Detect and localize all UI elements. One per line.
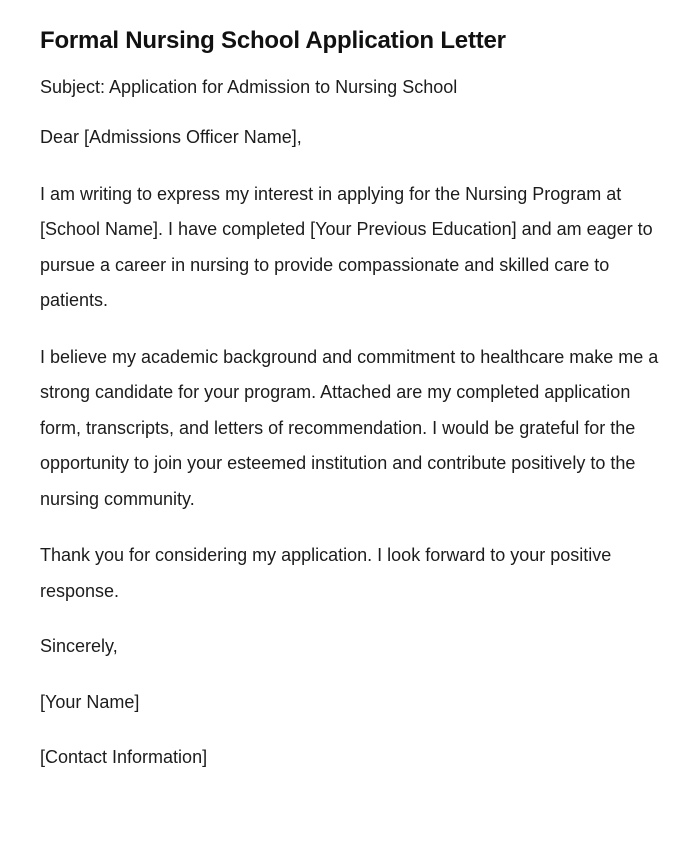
body-paragraph-3: Thank you for considering my application. I look forward to your positive response.	[40, 545, 612, 601]
salutation: Dear [Admissions Officer Name],	[40, 127, 302, 147]
body-paragraph-1: I am writing to express my interest in applying for the Nursing Program at [School Name]. I have completed [Your Previous Education] and am eager to pursue a career in nursing to provide compassionate and skilled care to patients.	[40, 183, 653, 310]
closing-salutation: Sincerely,	[40, 636, 118, 656]
signature-contact: [Contact Information]	[40, 747, 208, 767]
subject-line: Subject: Application for Admission to Nursing School	[40, 77, 458, 97]
body-paragraph-2: I believe my academic background and commitment to healthcare make me a strong candidate for your program. Attached are my completed application form, transcripts, and letters of recommendation. I would be grateful for the opportunity to join your esteemed institution and contribute positively to the nursing community.	[40, 346, 659, 509]
page-title: Formal Nursing School Application Letter	[40, 27, 506, 54]
signature-name: [Your Name]	[40, 691, 140, 712]
